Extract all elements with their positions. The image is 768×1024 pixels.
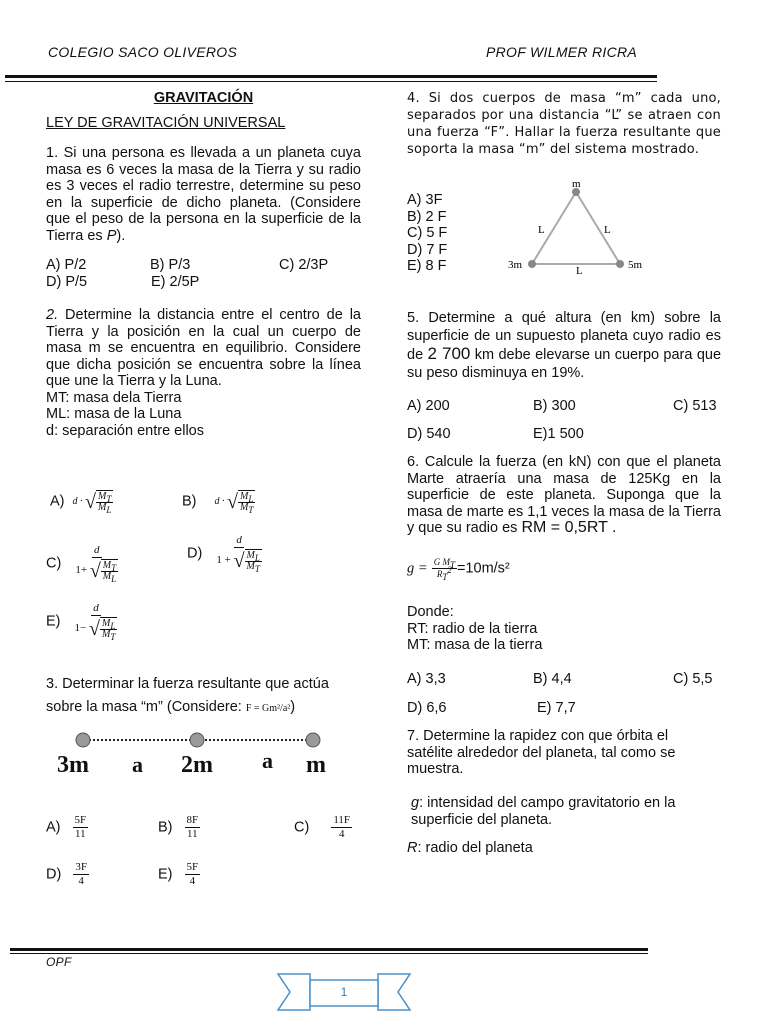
q1-option-b: B) P/3 — [150, 257, 191, 273]
q3-label-m: m — [306, 752, 326, 778]
q2-formula-b: d · √ $M_L$ $M_T$ — [214, 490, 254, 515]
page-title: GRAVITACIÓN — [153, 90, 254, 106]
q4-label-l-left: L — [538, 224, 545, 236]
q5-option-c: C) 513 — [673, 398, 717, 414]
q4-side-right — [576, 192, 620, 264]
footer-rule — [10, 948, 648, 951]
q6-g-formula: g = $\frac{G M_T}{R_T^2}$ =10m/s² — [407, 557, 510, 582]
q2-def-d: d: separación entre ellos — [46, 422, 204, 439]
q5-option-e: E)1 500 — [533, 426, 584, 442]
q4-mass-left — [528, 260, 536, 268]
q3-formula: F = Gm²/a² — [245, 702, 291, 714]
q4-label-m: m — [572, 178, 581, 190]
q6-def-rt: RT: radio de la tierra — [407, 620, 538, 637]
q5-options — [407, 398, 721, 443]
question-7: 7. Determine la rapidez con que órbita el satélite alrededor del planeta, tal como se muestra. — [407, 728, 676, 777]
q4-option-a: A) 3F — [407, 192, 443, 208]
q1-options-row2 — [46, 274, 361, 291]
q6-defs — [407, 604, 721, 654]
q3-option-b: B) $\frac{8F}{11}$ — [158, 814, 199, 840]
q6-option-e: E) 7,7 — [537, 700, 576, 716]
q3-mass-m — [306, 733, 320, 747]
q6-options — [407, 671, 721, 717]
q7-defs — [407, 795, 721, 857]
q6-relation: RM = 0,5RT . — [521, 519, 617, 536]
teacher-name: PROF WILMER RICRA — [486, 44, 638, 60]
q3-mass-3m — [76, 733, 90, 747]
q2-option-c: C) d 1+ √ $M_T$ $M_L$ — [46, 545, 120, 582]
footer-rule-thin — [10, 953, 648, 954]
q6-option-c: C) 5,5 — [673, 671, 713, 687]
q3-option-a: A) $\frac{5F}{11}$ — [46, 814, 87, 840]
q3-label-a2: a — [262, 748, 273, 773]
q5-option-b: B) 300 — [533, 398, 576, 414]
q2-option-b: B) d · √ $M_L$ $M_T$ — [182, 490, 254, 515]
q5-option-d: D) 540 — [407, 426, 451, 442]
q3-option-d: D) $\frac{3F}{4}$ — [46, 861, 87, 887]
ribbon-right-tail — [378, 974, 410, 1010]
q4-options — [407, 192, 477, 275]
header-rule-thin — [5, 81, 657, 82]
q3-label-3m: 3m — [57, 752, 89, 778]
q3-line2: sobre la masa “m” (Considere: F = Gm²/a²) — [46, 698, 296, 715]
q2-formula-d: d 1 + √ $M_L$ $M_T$ — [216, 534, 260, 574]
q4-option-b: B) 2 F — [407, 208, 447, 225]
q5-radius: 2 700 — [427, 344, 471, 363]
q7-def-g: g: intensidad del campo gravitatorio en la superficie del planeta. — [411, 795, 676, 828]
q1-option-c: C) 2/3P — [279, 257, 329, 273]
q3-mass-2m — [190, 733, 204, 747]
q4-label-5m: 5m — [628, 259, 643, 271]
footer-opf: OPF — [46, 955, 72, 969]
question-1: 1. Si una persona es llevada a un planeta cuya masa es 6 veces la masa de la Tierra y su radio es 3 veces el radio terrestre, determine su peso en la superficie de dicho planeta. (Considere que el peso de la persona en la superficie de la Tierra es P). — [46, 145, 361, 244]
q3-line1: 3. Determinar la fuerza resultante que actúa — [46, 676, 329, 692]
q4-triangle-diagram — [500, 176, 660, 276]
page-number: 1 — [340, 985, 348, 999]
q6-option-d: D) 6,6 — [407, 700, 447, 716]
question-5: 5. Determine a qué altura (en km) sobre la superficie de un supuesto planeta cuyo radio es de 2 700 km debe elevarse un cuerpo para que su peso disminuya en 19%. — [407, 310, 722, 381]
q3-option-c: C) $\frac{11F}{4}$ — [294, 814, 351, 840]
question-6: 6. Calcule la fuerza (en kN) con que el planeta Marte atraería una masa de 125Kg en la superficie de este planeta. Suponga que la masa de marte es 1,1 veces la masa de la Tierra y que su radio es RM = 0,5RT . — [407, 454, 721, 536]
section-subtitle: LEY DE GRAVITACIÓN UNIVERSAL — [46, 114, 286, 131]
q1-option-a: A) P/2 — [46, 257, 87, 273]
q4-option-c: C) 5 F — [407, 225, 448, 241]
q6-option-b: B) 4,4 — [533, 671, 572, 687]
q2-option-e: E) d 1− √ $M_L$ $M_T$ — [46, 603, 119, 640]
q3-label-a1: a — [132, 752, 143, 777]
q2-formula-a: d · √ $M_T$ $M_L$ — [72, 490, 112, 515]
q4-label-l-right: L — [604, 224, 611, 236]
q4-mass-right — [616, 260, 624, 268]
q2-option-a: A) d · √ $M_T$ $M_L$ — [50, 490, 112, 515]
header-rule — [5, 75, 657, 78]
q2-formula-c: d 1+ √ $M_T$ $M_L$ — [75, 544, 117, 584]
q4-option-d: D) 7 F — [407, 241, 448, 258]
q1-options-row1 — [46, 257, 361, 274]
q6-donde: Donde: — [407, 604, 454, 620]
q5-option-a: A) 200 — [407, 398, 450, 414]
q2-def-ml: ML: masa de la Luna — [46, 406, 182, 422]
q1-option-d: D) P/5 — [46, 274, 88, 290]
q4-label-3m: 3m — [508, 259, 523, 271]
q2-option-d: D) d 1 + √ $M_L$ $M_T$ — [187, 535, 264, 572]
q7-def-r: R: radio del planeta — [407, 840, 533, 856]
q3-option-e: E) $\frac{5F}{4}$ — [158, 861, 199, 887]
q2-formula-e: d 1− √ $M_L$ $M_T$ — [74, 602, 116, 642]
ribbon-left-tail — [278, 974, 310, 1010]
q4-label-l-bottom: L — [576, 265, 583, 276]
q6-def-mt: MT: masa de la tierra — [407, 637, 543, 653]
school-name: COLEGIO SACO OLIVEROS — [48, 44, 238, 60]
q1-option-e: E) 2/5P — [151, 274, 200, 290]
q4-option-e: E) 8 F — [407, 258, 447, 274]
q6-option-a: A) 3,3 — [407, 671, 446, 687]
question-4: 4. Si dos cuerpos de masa “m” cada uno, separados por una distancia “L” se atraen con una fuerza “F”. Hallar la fuerza resultante que soporta la masa “m” del sistema mostrado. — [407, 91, 721, 157]
q3-label-2m: 2m — [181, 752, 213, 778]
left-column — [46, 90, 361, 439]
q2-def-mt: MT: masa dela Tierra — [46, 389, 182, 406]
question-3 — [46, 676, 361, 717]
question-2: 2. Determine la distancia entre el centro de la Tierra y la posición en la cual un cuerpo de masa m se encuentra en equilibrio. Considere que dicha posición se encuentra sobre la línea que une la Tierra y la Luna. — [46, 307, 361, 389]
